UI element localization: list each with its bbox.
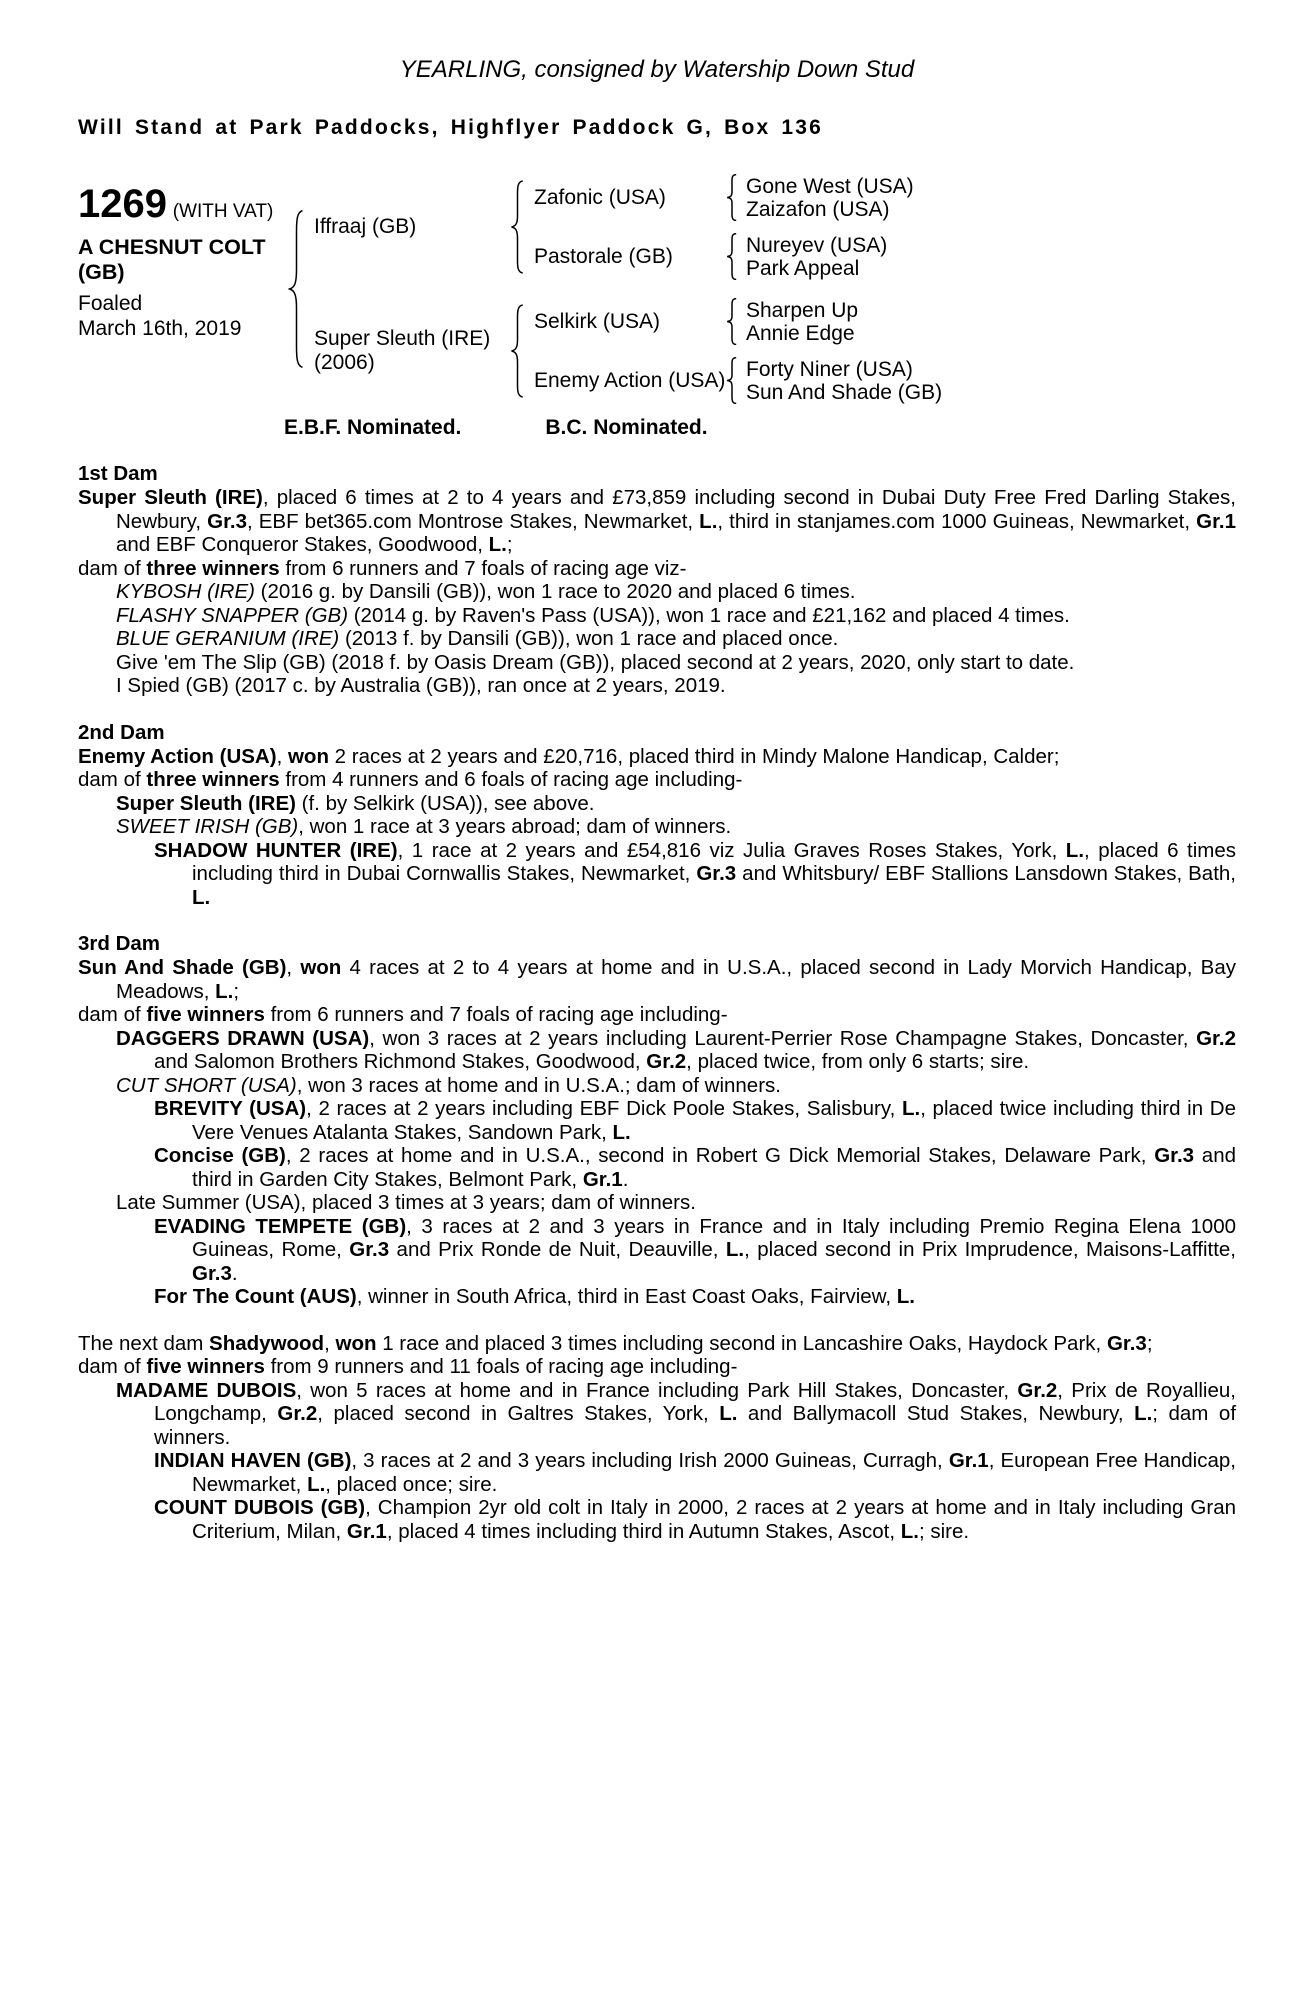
pedigree-paragraph <box>78 1144 1236 1191</box>
dam-section <box>78 721 1236 910</box>
sire-name: Iffraaj (GB) <box>314 215 417 238</box>
text-run: from 6 runners and 7 foals of racing age viz- <box>279 556 687 580</box>
text-run: Gr.3 <box>1106 1331 1147 1355</box>
text-run: L. <box>719 1402 738 1425</box>
dam-grandparents <box>534 298 1236 404</box>
bc-nominated-label: B.C. Nominated. <box>545 416 708 439</box>
text-run: from 4 runners and 6 foals of racing age including- <box>279 768 743 791</box>
pedigree-paragraph <box>78 745 1236 769</box>
brace-icon <box>726 233 738 280</box>
text-run: SHADOW HUNTER (IRE) <box>154 838 398 862</box>
ggp-name: Sharpen Up <box>746 298 859 322</box>
text-run: L. <box>1065 838 1085 862</box>
lot-description: A CHESNUT COLT (GB) <box>78 235 266 284</box>
pedigree-paragraph <box>78 627 1236 651</box>
text-run: Gr.2 <box>277 1402 318 1425</box>
pedigree-table <box>78 174 1236 404</box>
text-run: Gr.2 <box>646 1050 687 1073</box>
text-run: Gr.3 <box>192 1261 232 1285</box>
pedigree-paragraph <box>78 768 1236 792</box>
text-run: COUNT DUBOIS (GB) <box>154 1496 366 1519</box>
pedigree-paragraph <box>78 1355 1236 1379</box>
text-run: , 1 race at 2 years and £54,816 viz Julia Graves Roses Stakes, York, <box>397 838 1066 862</box>
text-run: Gr.3 <box>696 862 737 885</box>
text-run: Gr.3 <box>349 1238 390 1261</box>
text-run: Gr.3 <box>207 509 248 533</box>
text-run: dam of <box>78 1355 147 1378</box>
text-run: , EBF bet365.com Montrose Stakes, Newmarket, <box>247 509 700 533</box>
text-run: For The Count (AUS) <box>154 1285 357 1308</box>
text-run: (2016 g. by Dansili (GB)), won 1 race to 2020 and placed 6 times. <box>254 580 856 603</box>
text-run: three winners <box>146 556 280 580</box>
ggp-name: Park Appeal <box>746 256 860 280</box>
text-run: CUT SHORT (USA) <box>116 1073 297 1097</box>
granddam-row <box>534 233 1236 280</box>
pedigree-paragraph <box>78 1097 1236 1144</box>
brace-icon <box>726 174 738 221</box>
pedigree-paragraph <box>78 1496 1236 1543</box>
text-run: , placed 6 times at 2 to 4 years and £73,859 including second in Dubai Duty Free Fred Darling Stakes, Newbury, <box>116 486 1236 533</box>
text-run: , placed 6 times including third in Dubai Cornwallis Stakes, Newmarket, <box>192 838 1236 885</box>
consignor-line: YEARLING, consigned by Watership Down Stud <box>399 56 915 83</box>
text-run: ; dam of winners. <box>154 1402 1237 1449</box>
text-run: L. <box>896 1285 915 1308</box>
text-run: L. <box>488 533 507 556</box>
dam-section <box>78 462 1236 698</box>
text-run: , 2 races at home and in U.S.A., second in Robert G Dick Memorial Stakes, Delaware Park, <box>285 1144 1155 1167</box>
pedigree-paragraph <box>78 815 1236 839</box>
brace-icon <box>510 304 525 398</box>
brace-icon <box>510 180 525 274</box>
pedigree-paragraph <box>78 1332 1236 1356</box>
text-run: . <box>231 1261 238 1285</box>
lot-number: 1269 <box>78 182 167 226</box>
text-run: three winners <box>146 768 280 791</box>
text-run: , placed once; sire. <box>325 1472 498 1496</box>
text-run: , placed second in Galtres Stakes, York, <box>317 1402 720 1425</box>
text-run: EVADING TEMPETE (GB) <box>154 1214 407 1238</box>
text-run: and EBF Conqueror Stakes, Goodwood, <box>116 533 489 556</box>
dam-name: Super Sleuth (IRE) <box>314 327 491 350</box>
ggp-name: Annie Edge <box>746 321 855 345</box>
text-run: , 3 races at 2 and 3 years including Irish 2000 Guineas, Curragh, <box>351 1449 949 1472</box>
text-run: (2013 f. by Dansili (GB)), won 1 race and placed once. <box>339 627 839 650</box>
text-run: L. <box>1134 1402 1153 1425</box>
text-run: from 9 runners and 11 foals of racing age including- <box>264 1355 738 1378</box>
dam-sire-name: Selkirk (USA) <box>534 309 661 333</box>
ebf-nominated-label: E.B.F. Nominated. <box>284 416 462 439</box>
text-run: dam of <box>78 1003 147 1026</box>
text-run: BREVITY (USA) <box>154 1097 307 1120</box>
dam-name-block <box>314 327 510 375</box>
text-run: The next dam <box>78 1331 210 1355</box>
text-run: L. <box>901 1097 921 1120</box>
pedigree-paragraph <box>78 1003 1236 1027</box>
dam-section <box>78 1332 1236 1544</box>
text-run: ; sire. <box>918 1519 970 1543</box>
pedigree-paragraph <box>78 604 1236 628</box>
grandsire-row <box>534 298 1236 345</box>
granddam-row <box>534 357 1236 404</box>
text-run: 1 race and placed 3 times including second in Lancashire Oaks, Haydock Park, <box>376 1331 1107 1355</box>
sire-family <box>314 174 1236 280</box>
text-run: DAGGERS DRAWN (USA) <box>116 1026 370 1050</box>
text-run: Enemy Action (USA) <box>78 744 277 768</box>
text-run: , winner in South Africa, third in East Coast Oaks, Fairview, <box>356 1285 897 1308</box>
text-run: 2 races at 2 years and £20,716, placed third in Mindy Malone Handicap, Calder; <box>328 744 1060 768</box>
pedigree-paragraph <box>78 1379 1236 1450</box>
sire-grandparents <box>534 174 1236 280</box>
text-run: L. <box>725 1238 745 1261</box>
text-run: , <box>276 744 288 768</box>
vat-note: (WITH VAT) <box>172 201 274 222</box>
section-heading: 1st Dam <box>78 462 158 485</box>
text-run: , third in stanjames.com 1000 Guineas, Newmarket, <box>717 509 1197 533</box>
pedigree-paragraph <box>78 1027 1236 1074</box>
pedigree-paragraph <box>78 580 1236 604</box>
text-run: , 2 races at 2 years including EBF Dick Poole Stakes, Salisbury, <box>306 1097 902 1120</box>
text-run: ; <box>506 533 513 556</box>
brace-icon <box>288 209 305 369</box>
text-run: Shadywood <box>209 1331 325 1355</box>
text-run: 4 races at 2 to 4 years at home and in U.S.A., placed second in Lady Morvich Handicap, Bay Meadows, <box>116 956 1236 1003</box>
text-run: , won 5 races at home and in France including Park Hill Stakes, Doncaster, <box>296 1378 1018 1402</box>
text-run: I Spied (GB) (2017 c. by Australia (GB)), ran once at 2 years, 2019. <box>116 674 726 697</box>
text-run: won <box>300 956 342 979</box>
text-run: , 3 races at 2 and 3 years in France and in Italy including Premio Regina Elena 1000 Guineas, Rome, <box>192 1214 1236 1261</box>
text-run: won <box>287 744 329 768</box>
text-run: , won 3 races at home and in U.S.A.; dam of winners. <box>296 1073 781 1097</box>
lot-info <box>78 174 288 404</box>
text-run: five winners <box>146 1355 265 1378</box>
foaled-date: March 16th, 2019 <box>78 317 242 340</box>
pedigree-paragraph <box>78 1215 1236 1286</box>
pedigree-paragraph <box>78 956 1236 1003</box>
grandsire-row <box>534 174 1236 221</box>
text-run: ; <box>233 979 240 1003</box>
ggp-name: Gone West (USA) <box>746 174 914 198</box>
pedigree-paragraph <box>78 674 1236 698</box>
text-run: , won 1 race at 3 years abroad; dam of winners. <box>298 815 732 838</box>
stand-location-line: Will Stand at Park Paddocks, Highflyer Paddock G, Box 136 <box>78 116 824 139</box>
text-run: (f. by Selkirk (USA)), see above. <box>295 791 595 815</box>
text-run: Gr.3 <box>1154 1144 1195 1167</box>
ggp-name: Sun And Shade (GB) <box>746 380 943 404</box>
text-run: Gr.1 <box>1196 509 1237 533</box>
text-run: , placed second in Prix Imprudence, Maisons-Laffitte, <box>744 1238 1236 1261</box>
great-grandparents <box>746 358 942 404</box>
pedigree-text-sections <box>78 462 1236 1543</box>
text-run: , Champion 2yr old colt in Italy in 2000, 2 races at 2 years at home and in Italy including Gran Criterium, Milan, <box>192 1496 1236 1543</box>
text-run: L. <box>192 885 211 909</box>
text-run: SWEET IRISH (GB) <box>116 815 299 838</box>
text-run: , Prix de Royallieu, Longchamp, <box>154 1378 1236 1425</box>
foaled-label: Foaled <box>78 292 143 315</box>
text-run: L. <box>900 1519 919 1543</box>
sire-dam-name: Pastorale (GB) <box>534 244 673 268</box>
pedigree-paragraph <box>78 792 1236 816</box>
text-run: from 6 runners and 7 foals of racing age including- <box>264 1003 728 1026</box>
ggp-name: Forty Niner (USA) <box>746 357 913 381</box>
text-run: FLASHY SNAPPER (GB) <box>116 603 349 627</box>
text-run: five winners <box>146 1003 265 1026</box>
text-run: ; <box>1146 1331 1153 1355</box>
section-heading: 3rd Dam <box>78 932 161 955</box>
text-run: INDIAN HAVEN (GB) <box>154 1449 352 1472</box>
text-run: . <box>622 1167 629 1191</box>
text-run: , <box>324 1331 336 1355</box>
text-run: dam of <box>78 556 147 580</box>
dam-dam-name: Enemy Action (USA) <box>534 368 726 392</box>
text-run: L. <box>699 509 718 533</box>
text-run: , European Free Handicap, Newmarket, <box>192 1449 1236 1496</box>
text-run: Sun And Shade (GB) <box>78 956 287 979</box>
parents-column <box>314 174 1236 404</box>
lot-number-line <box>78 182 288 227</box>
pedigree-paragraph <box>78 1191 1236 1215</box>
text-run: , placed twice including third in De Vere Venues Atalanta Stakes, Sandown Park, <box>192 1097 1236 1144</box>
text-run: Gr.1 <box>582 1167 623 1191</box>
pedigree-paragraph <box>78 839 1236 910</box>
text-run: Gr.1 <box>948 1449 989 1472</box>
text-run: L. <box>215 979 234 1003</box>
text-run: won <box>335 1331 377 1355</box>
text-run: KYBOSH (IRE) <box>116 580 255 603</box>
dam-year: (2006) <box>314 351 375 374</box>
text-run: and Ballymacoll Stud Stakes, Newbury, <box>737 1402 1135 1425</box>
section-heading: 2nd Dam <box>78 720 165 744</box>
brace-icon <box>726 298 738 345</box>
pedigree-paragraph <box>78 557 1236 581</box>
nominations-line <box>284 416 1236 440</box>
text-run: Late Summer (USA), placed 3 times at 3 years; dam of winners. <box>116 1191 696 1214</box>
pedigree-paragraph <box>78 486 1236 557</box>
text-run: Concise (GB) <box>154 1144 286 1167</box>
text-run: , <box>286 956 301 979</box>
text-run: L. <box>612 1120 631 1144</box>
text-run: Super Sleuth (IRE) <box>116 791 296 815</box>
text-run: L. <box>307 1472 326 1496</box>
pedigree-tree <box>288 174 1236 404</box>
great-grandparents <box>746 175 914 221</box>
text-run: Give 'em The Slip (GB) (2018 f. by Oasis Dream (GB)), placed second at 2 years, 2020, only start to date. <box>116 650 1075 674</box>
text-run: , placed twice, from only 6 starts; sire. <box>686 1050 1030 1073</box>
text-run: (2014 g. by Raven's Pass (USA)), won 1 race and £21,162 and placed 4 times. <box>348 603 1070 627</box>
ggp-name: Nureyev (USA) <box>746 233 888 257</box>
pedigree-paragraph <box>78 651 1236 675</box>
text-run: and third in Garden City Stakes, Belmont Park, <box>192 1144 1236 1191</box>
text-run: Super Sleuth (IRE) <box>78 486 263 509</box>
great-grandparents <box>746 299 858 345</box>
dam-section <box>78 932 1236 1309</box>
text-run: Gr.1 <box>346 1519 387 1543</box>
brace-icon <box>726 357 738 404</box>
text-run: and Salomon Brothers Richmond Stakes, Goodwood, <box>154 1050 647 1073</box>
text-run: , placed 4 times including third in Autumn Stakes, Ascot, <box>386 1519 901 1543</box>
text-run: dam of <box>78 768 147 791</box>
text-run: MADAME DUBOIS <box>116 1378 297 1402</box>
text-run: and Whitsbury/ EBF Stallions Lansdown Stakes, Bath, <box>736 862 1236 885</box>
pedigree-paragraph <box>78 1449 1236 1496</box>
text-run: , won 3 races at 2 years including Laurent-Perrier Rose Champagne Stakes, Doncaster, <box>369 1026 1197 1050</box>
text-run: and Prix Ronde de Nuit, Deauville, <box>389 1238 726 1261</box>
text-run: BLUE GERANIUM (IRE) <box>116 627 340 650</box>
pedigree-paragraph <box>78 1074 1236 1098</box>
text-run: Gr.2 <box>1017 1378 1058 1402</box>
pedigree-paragraph <box>78 1285 1236 1309</box>
great-grandparents <box>746 234 887 280</box>
text-run: Gr.2 <box>1196 1026 1236 1050</box>
dam-family <box>314 298 1236 404</box>
ggp-name: Zaizafon (USA) <box>746 197 890 221</box>
sire-sire-name: Zafonic (USA) <box>534 185 666 209</box>
